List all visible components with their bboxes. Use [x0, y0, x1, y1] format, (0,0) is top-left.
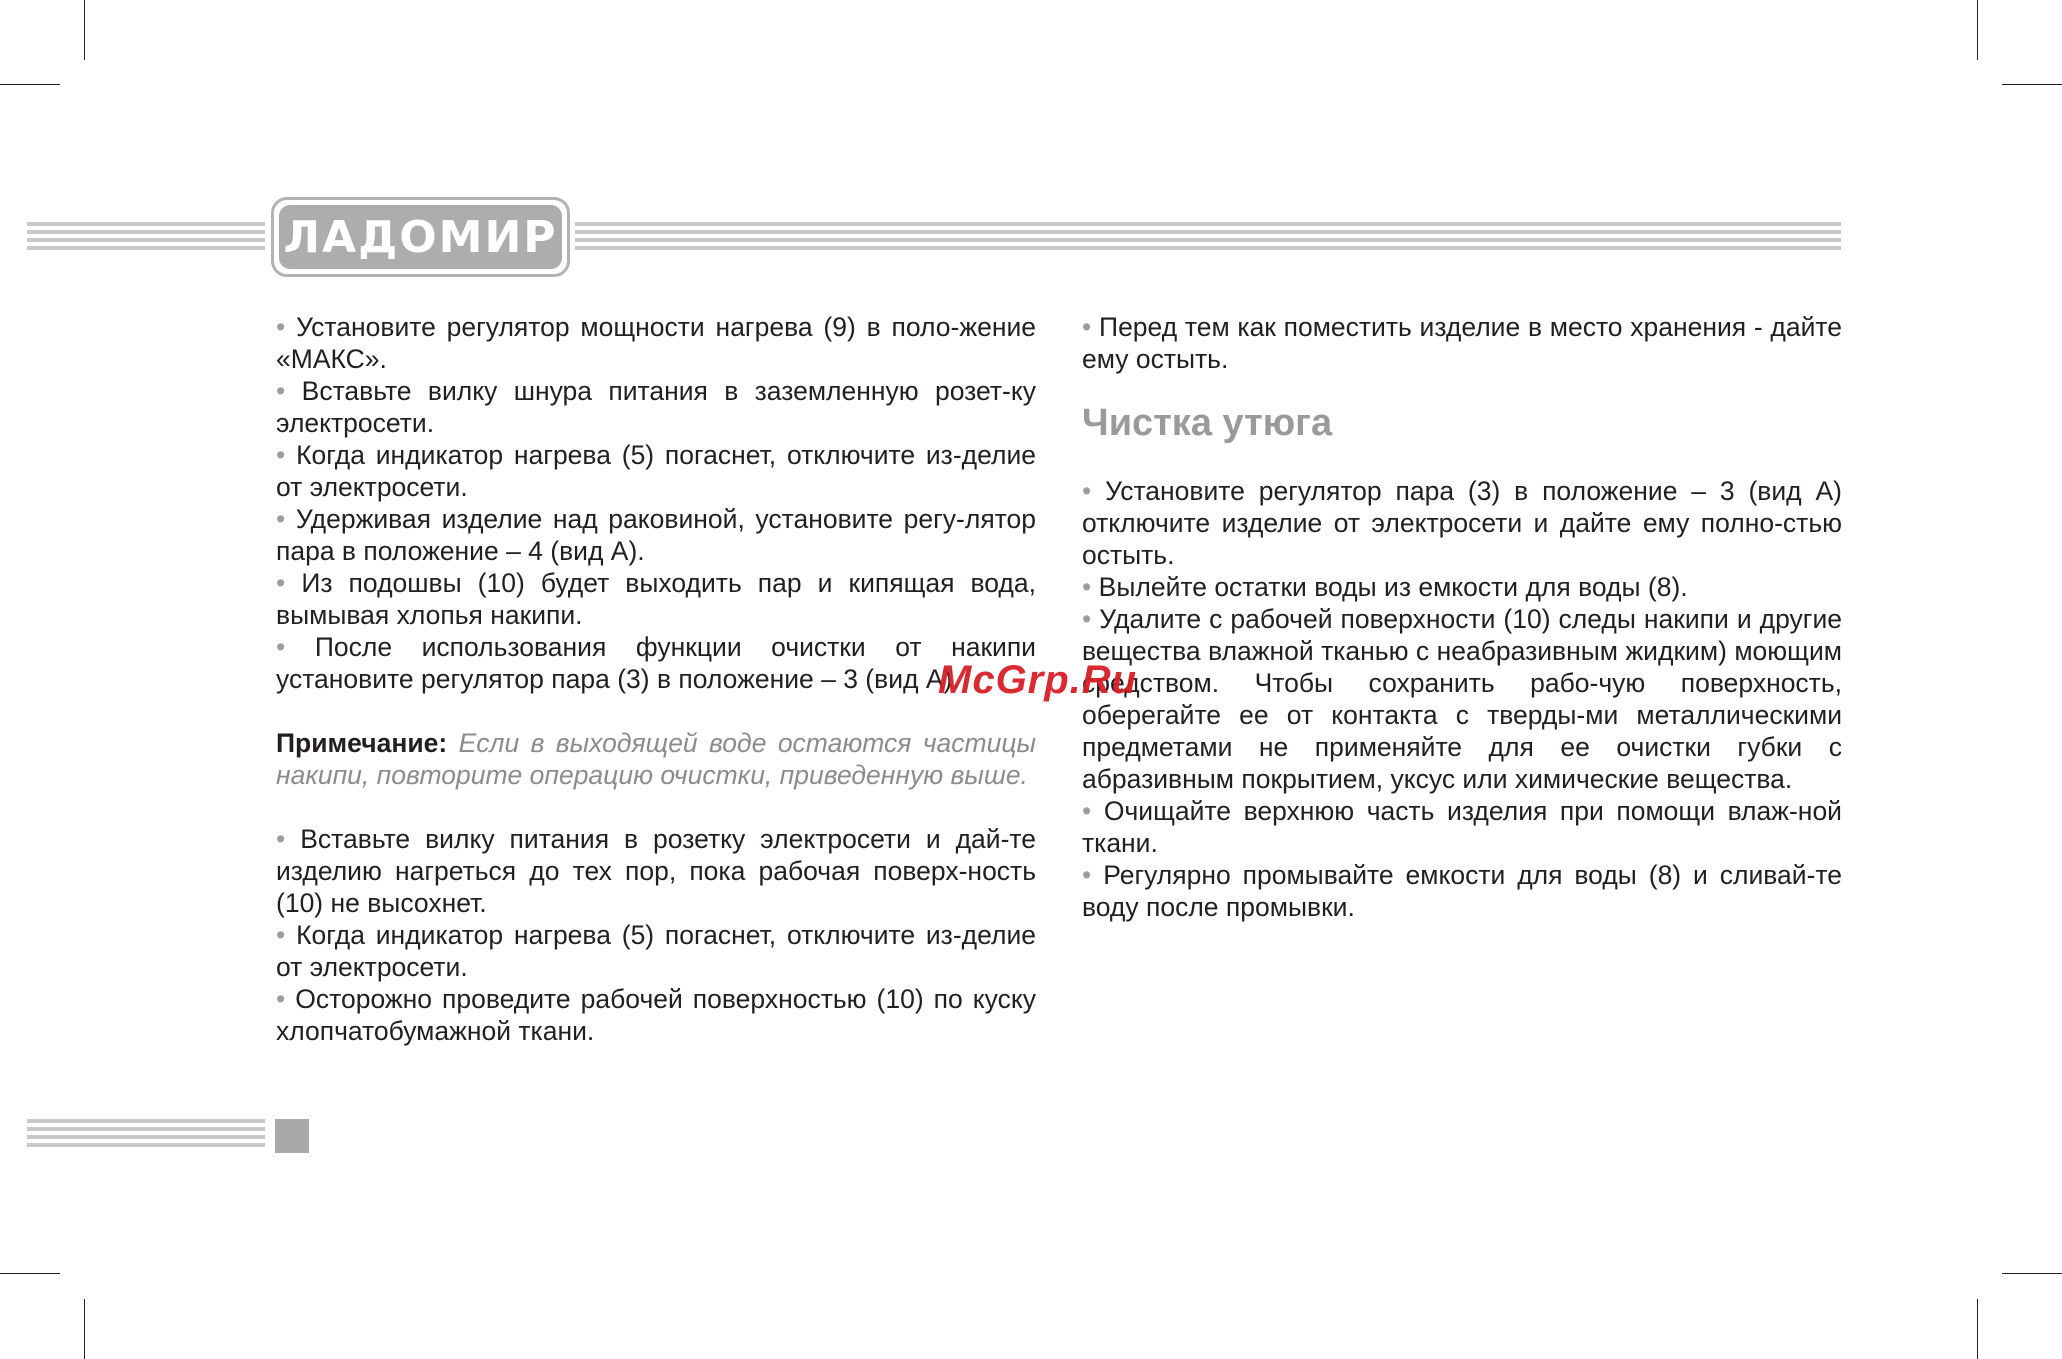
crop-mark: [84, 1299, 85, 1359]
bullet-icon: •: [276, 440, 286, 470]
list-item: • Из подошвы (10) будет выходить пар и кипящая вода, вымывая хлопья накипи.: [276, 568, 1036, 630]
bullet-icon: •: [276, 632, 286, 662]
footer-stripes: [27, 1119, 265, 1151]
crop-mark: [0, 1273, 60, 1274]
note-text: Если в выходящей воде остаются частицы накипи, повторите операцию очистки, приведенную выше.: [276, 728, 1036, 790]
list-item: • Когда индикатор нагрева (5) погаснет, отключите из-делие от электросети.: [276, 440, 1036, 502]
bullet-icon: •: [1082, 572, 1092, 602]
crop-mark: [0, 84, 60, 85]
list-item: • Регулярно промывайте емкости для воды (8) и сливай-те воду после промывки.: [1082, 860, 1842, 922]
bullet-icon: •: [276, 984, 286, 1014]
list-item: • Очищайте верхнюю часть изделия при помощи влаж-ной ткани.: [1082, 796, 1842, 858]
crop-mark: [1977, 0, 1978, 60]
crop-mark: [2002, 1273, 2062, 1274]
bullet-icon: •: [276, 312, 286, 342]
brand-logo-text: ЛАДОМИР: [283, 211, 558, 263]
note: [276, 727, 1036, 791]
header-stripes-left: [27, 222, 265, 254]
bullet-icon: •: [1082, 476, 1092, 506]
list-item: • После использования функции очистки от накипи установите регулятор пара (3) в положение – 3 (вид А).: [276, 632, 1036, 694]
list-item: • Вставьте вилку питания в розетку электросети и дай-те изделию нагреться до тех пор, пока рабочая поверх-ность (10) не высохнет.: [276, 824, 1036, 918]
bullet-icon: •: [1082, 312, 1092, 342]
crop-mark: [2002, 84, 2062, 85]
list-item: • Вылейте остатки воды из емкости для воды (8).: [1082, 572, 1688, 602]
section-heading: Чистка утюга: [1082, 402, 1333, 444]
list-item: • Установите регулятор мощности нагрева (9) в поло-жение «МАКС».: [276, 312, 1036, 374]
crop-mark: [1977, 1299, 1978, 1359]
note-label: Примечание:: [276, 728, 448, 758]
header-stripes-right: [575, 222, 1841, 254]
list-item: • Удерживая изделие над раковиной, установите регу-лятор пара в положение – 4 (вид А).: [276, 504, 1036, 566]
bullet-icon: •: [276, 824, 286, 854]
bullet-icon: •: [276, 920, 286, 950]
list-item: • Установите регулятор пара (3) в положение – 3 (вид А) отключите изделие от электросети и дайте ему полно-стью остыть.: [1082, 476, 1842, 570]
bullet-icon: •: [276, 568, 286, 598]
list-item: • Осторожно проведите рабочей поверхностью (10) по куску хлопчатобумажной ткани.: [276, 984, 1036, 1046]
left-bullets-top: [276, 311, 1036, 695]
bullet-icon: •: [276, 504, 286, 534]
right-column: [1082, 311, 1842, 923]
bullet-icon: •: [1082, 604, 1092, 634]
crop-mark: [84, 0, 85, 60]
list-item: • Когда индикатор нагрева (5) погаснет, отключите из-делие от электросети.: [276, 920, 1036, 982]
left-bullets-bottom: [276, 823, 1036, 1047]
left-column: [276, 311, 1036, 1047]
list-item: • Вставьте вилку шнура питания в заземленную розет-ку электросети.: [276, 376, 1036, 438]
list-item: • Удалите с рабочей поверхности (10) следы накипи и другие вещества влажной тканью с неабразивным жидким) моющим средством. Чтобы сохранить рабо-чую поверхность, оберегайте ее от контакта с тверды-ми металлическими предметами не применяйте для ее очистки губки с абразивным покрытием, уксус или химические вещества.: [1082, 604, 1842, 794]
page-marker: [275, 1119, 309, 1153]
watermark: McGrp.Ru: [938, 658, 1138, 702]
bullet-icon: •: [276, 376, 286, 406]
list-item: • Перед тем как поместить изделие в место хранения - дайте ему остыть.: [1082, 312, 1842, 374]
brand-logo: [271, 197, 570, 277]
bullet-icon: •: [1082, 796, 1092, 826]
bullet-icon: •: [1082, 860, 1092, 890]
